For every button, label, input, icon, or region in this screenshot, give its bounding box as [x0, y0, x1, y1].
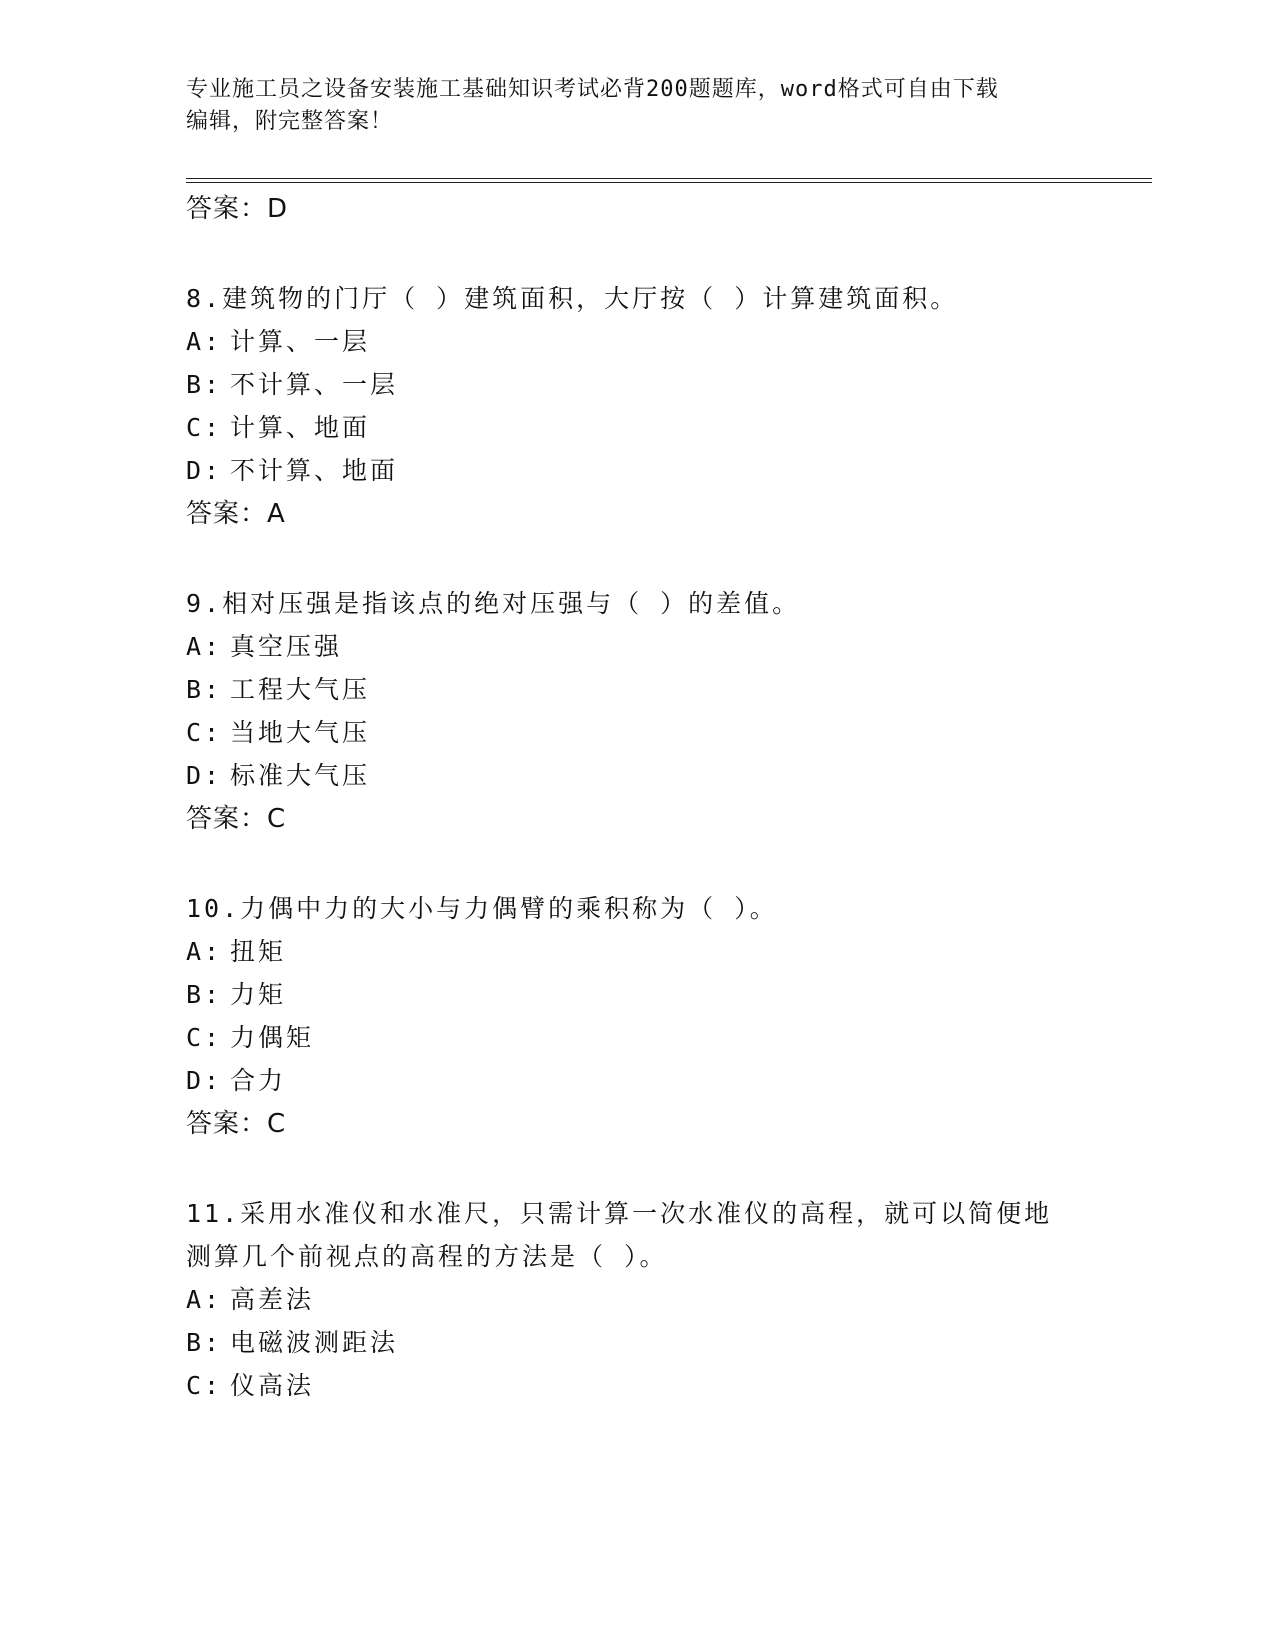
option-letter: B: [186, 1328, 223, 1357]
option-8-c [186, 412, 370, 444]
option-text: 标准大气压 [230, 761, 371, 790]
question-stem-11-line-1: 11.采用水准仪和水准尺，只需计算一次水准仪的高程，就可以简便地 [186, 1199, 1053, 1228]
option-text: 不计算、一层 [230, 370, 399, 399]
option-10-a [186, 936, 286, 968]
answer-8: 答案：A [186, 499, 286, 529]
option-letter: A: [186, 632, 223, 661]
option-9-b [186, 674, 370, 706]
question-stem-8: 8.建筑物的门厅（ ）建筑面积，大厅按（ ）计算建筑面积。 [186, 284, 959, 313]
option-letter: C: [186, 1371, 223, 1400]
option-text: 计算、一层 [230, 327, 371, 356]
answer-10: 答案：C [186, 1109, 287, 1139]
option-text: 仪高法 [230, 1371, 315, 1400]
option-letter: D: [186, 761, 223, 790]
option-10-c [186, 1022, 314, 1054]
option-letter: A: [186, 327, 223, 356]
option-letter: A: [186, 1285, 223, 1314]
question-stem-9: 9.相对压强是指该点的绝对压强与（ ）的差值。 [186, 589, 801, 618]
option-text: 电磁波测距法 [230, 1328, 399, 1357]
document-header [186, 74, 1086, 138]
question-stem-10: 10.力偶中力的大小与力偶臂的乘积称为（ ）。 [186, 894, 778, 923]
option-text: 当地大气压 [230, 718, 371, 747]
option-letter: A: [186, 937, 223, 966]
option-letter: B: [186, 675, 223, 704]
header-divider-top [186, 178, 1152, 179]
option-8-a [186, 326, 370, 358]
option-8-b [186, 369, 398, 401]
option-9-d [186, 760, 370, 792]
option-letter: C: [186, 1023, 223, 1052]
option-letter: B: [186, 980, 223, 1009]
previous-answer: 答案：D [186, 194, 289, 224]
option-letter: C: [186, 413, 223, 442]
header-line-2: 编辑，附完整答案！ [186, 109, 394, 134]
option-9-a [186, 631, 342, 663]
option-text: 力矩 [230, 980, 287, 1009]
option-text: 合力 [230, 1066, 287, 1095]
option-letter: C: [186, 718, 223, 747]
option-text: 力偶矩 [230, 1023, 315, 1052]
option-11-b [186, 1327, 398, 1359]
option-11-c [186, 1370, 314, 1402]
header-line-1: 专业施工员之设备安装施工基础知识考试必背200题题库，word格式可自由下载 [186, 77, 999, 102]
option-text: 不计算、地面 [230, 456, 399, 485]
option-10-d [186, 1065, 286, 1097]
option-8-d [186, 455, 398, 487]
option-text: 工程大气压 [230, 675, 371, 704]
header-divider-bottom [186, 182, 1152, 183]
option-letter: D: [186, 456, 223, 485]
option-10-b [186, 979, 286, 1011]
option-text: 高差法 [230, 1285, 315, 1314]
question-stem-11-line-2: 测算几个前视点的高程的方法是（ ）。 [186, 1242, 668, 1271]
answer-9: 答案：C [186, 804, 287, 834]
option-letter: B: [186, 370, 223, 399]
option-text: 扭矩 [230, 937, 287, 966]
option-text: 真空压强 [230, 632, 343, 661]
option-11-a [186, 1284, 314, 1316]
option-9-c [186, 717, 370, 749]
option-letter: D: [186, 1066, 223, 1095]
option-text: 计算、地面 [230, 413, 371, 442]
